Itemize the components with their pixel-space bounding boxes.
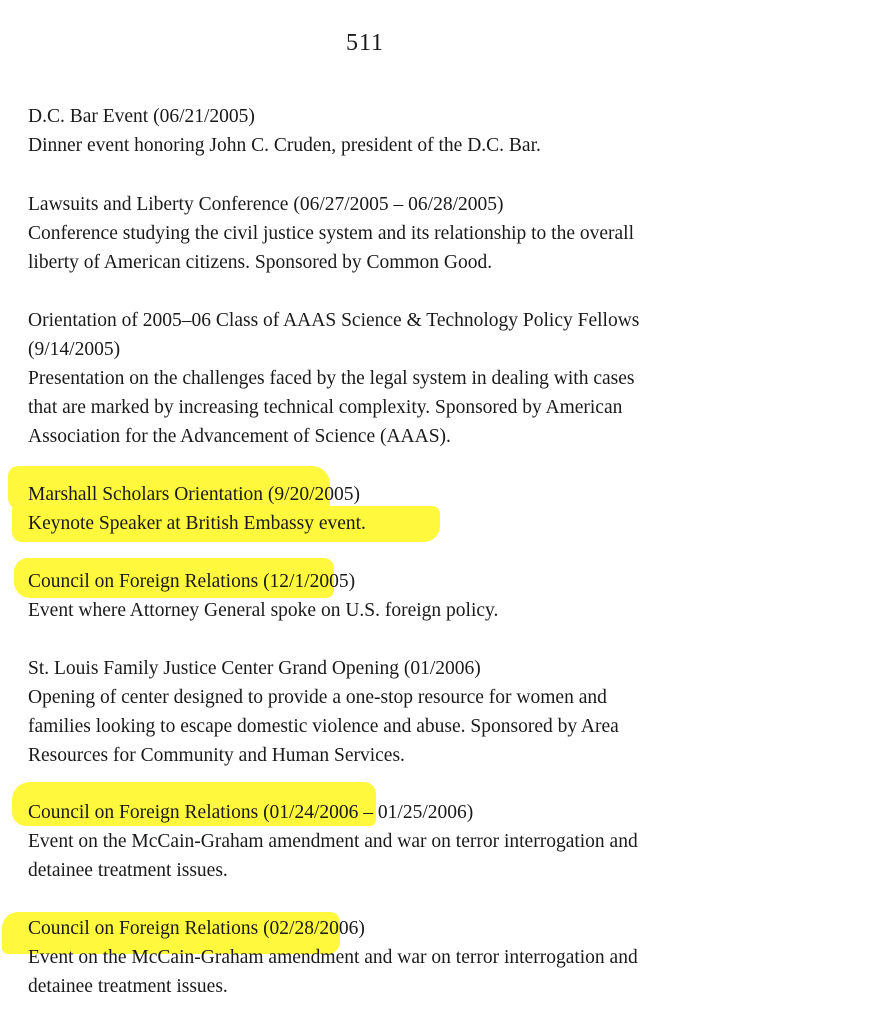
event-title: Council on Foreign Relations (12/1/2005) (28, 571, 356, 592)
event-description: liberty of American citizens. Sponsored by Common Good. (28, 252, 493, 273)
event-description: detainee treatment issues. (28, 976, 228, 997)
event-title: D.C. Bar Event (06/21/2005) (28, 106, 255, 127)
event-title-continued: (9/14/2005) (28, 339, 121, 360)
page-number: 511 (345, 30, 385, 56)
event-description: Conference studying the civil justice system and its relationship to the overall (28, 223, 634, 244)
event-entry-cfr-feb-2006 (28, 914, 828, 1001)
event-description: Resources for Community and Human Services. (28, 745, 405, 766)
event-entry-lawsuits-liberty (28, 190, 828, 277)
event-description: Opening of center designed to provide a one-stop resource for women and (28, 687, 607, 708)
event-description: that are marked by increasing technical complexity. Sponsored by American (28, 397, 623, 418)
event-entry-aaas-orientation (28, 306, 828, 451)
event-title: Lawsuits and Liberty Conference (06/27/2005 – 06/28/2005) (28, 194, 504, 215)
event-description: Dinner event honoring John C. Cruden, president of the D.C. Bar. (28, 135, 541, 156)
event-title: Marshall Scholars Orientation (9/20/2005) (28, 484, 360, 505)
event-description: Event on the McCain-Graham amendment and war on terror interrogation and (28, 947, 638, 968)
event-description: Association for the Advancement of Science (AAAS). (28, 426, 451, 447)
event-description: Keynote Speaker at British Embassy event. (28, 513, 366, 534)
event-entry-cfr-jan-2006 (28, 798, 828, 885)
event-entry-family-justice-center (28, 654, 828, 770)
event-title: Council on Foreign Relations (01/24/2006 – 01/25/2006) (28, 802, 474, 823)
event-description: Event on the McCain-Graham amendment and war on terror interrogation and (28, 831, 638, 852)
event-description: Event where Attorney General spoke on U.S. foreign policy. (28, 600, 499, 621)
event-title: St. Louis Family Justice Center Grand Opening (01/2006) (28, 658, 481, 679)
event-title: Council on Foreign Relations (02/28/2006) (28, 918, 365, 939)
event-title: Orientation of 2005–06 Class of AAAS Science & Technology Policy Fellows (28, 310, 640, 331)
event-entry-cfr-2005 (28, 567, 828, 625)
event-description: Presentation on the challenges faced by the legal system in dealing with cases (28, 368, 635, 389)
event-entry-dc-bar (28, 102, 828, 160)
event-description: families looking to escape domestic violence and abuse. Sponsored by Area (28, 716, 619, 737)
event-entry-marshall-scholars (28, 480, 828, 538)
event-description: detainee treatment issues. (28, 860, 228, 881)
